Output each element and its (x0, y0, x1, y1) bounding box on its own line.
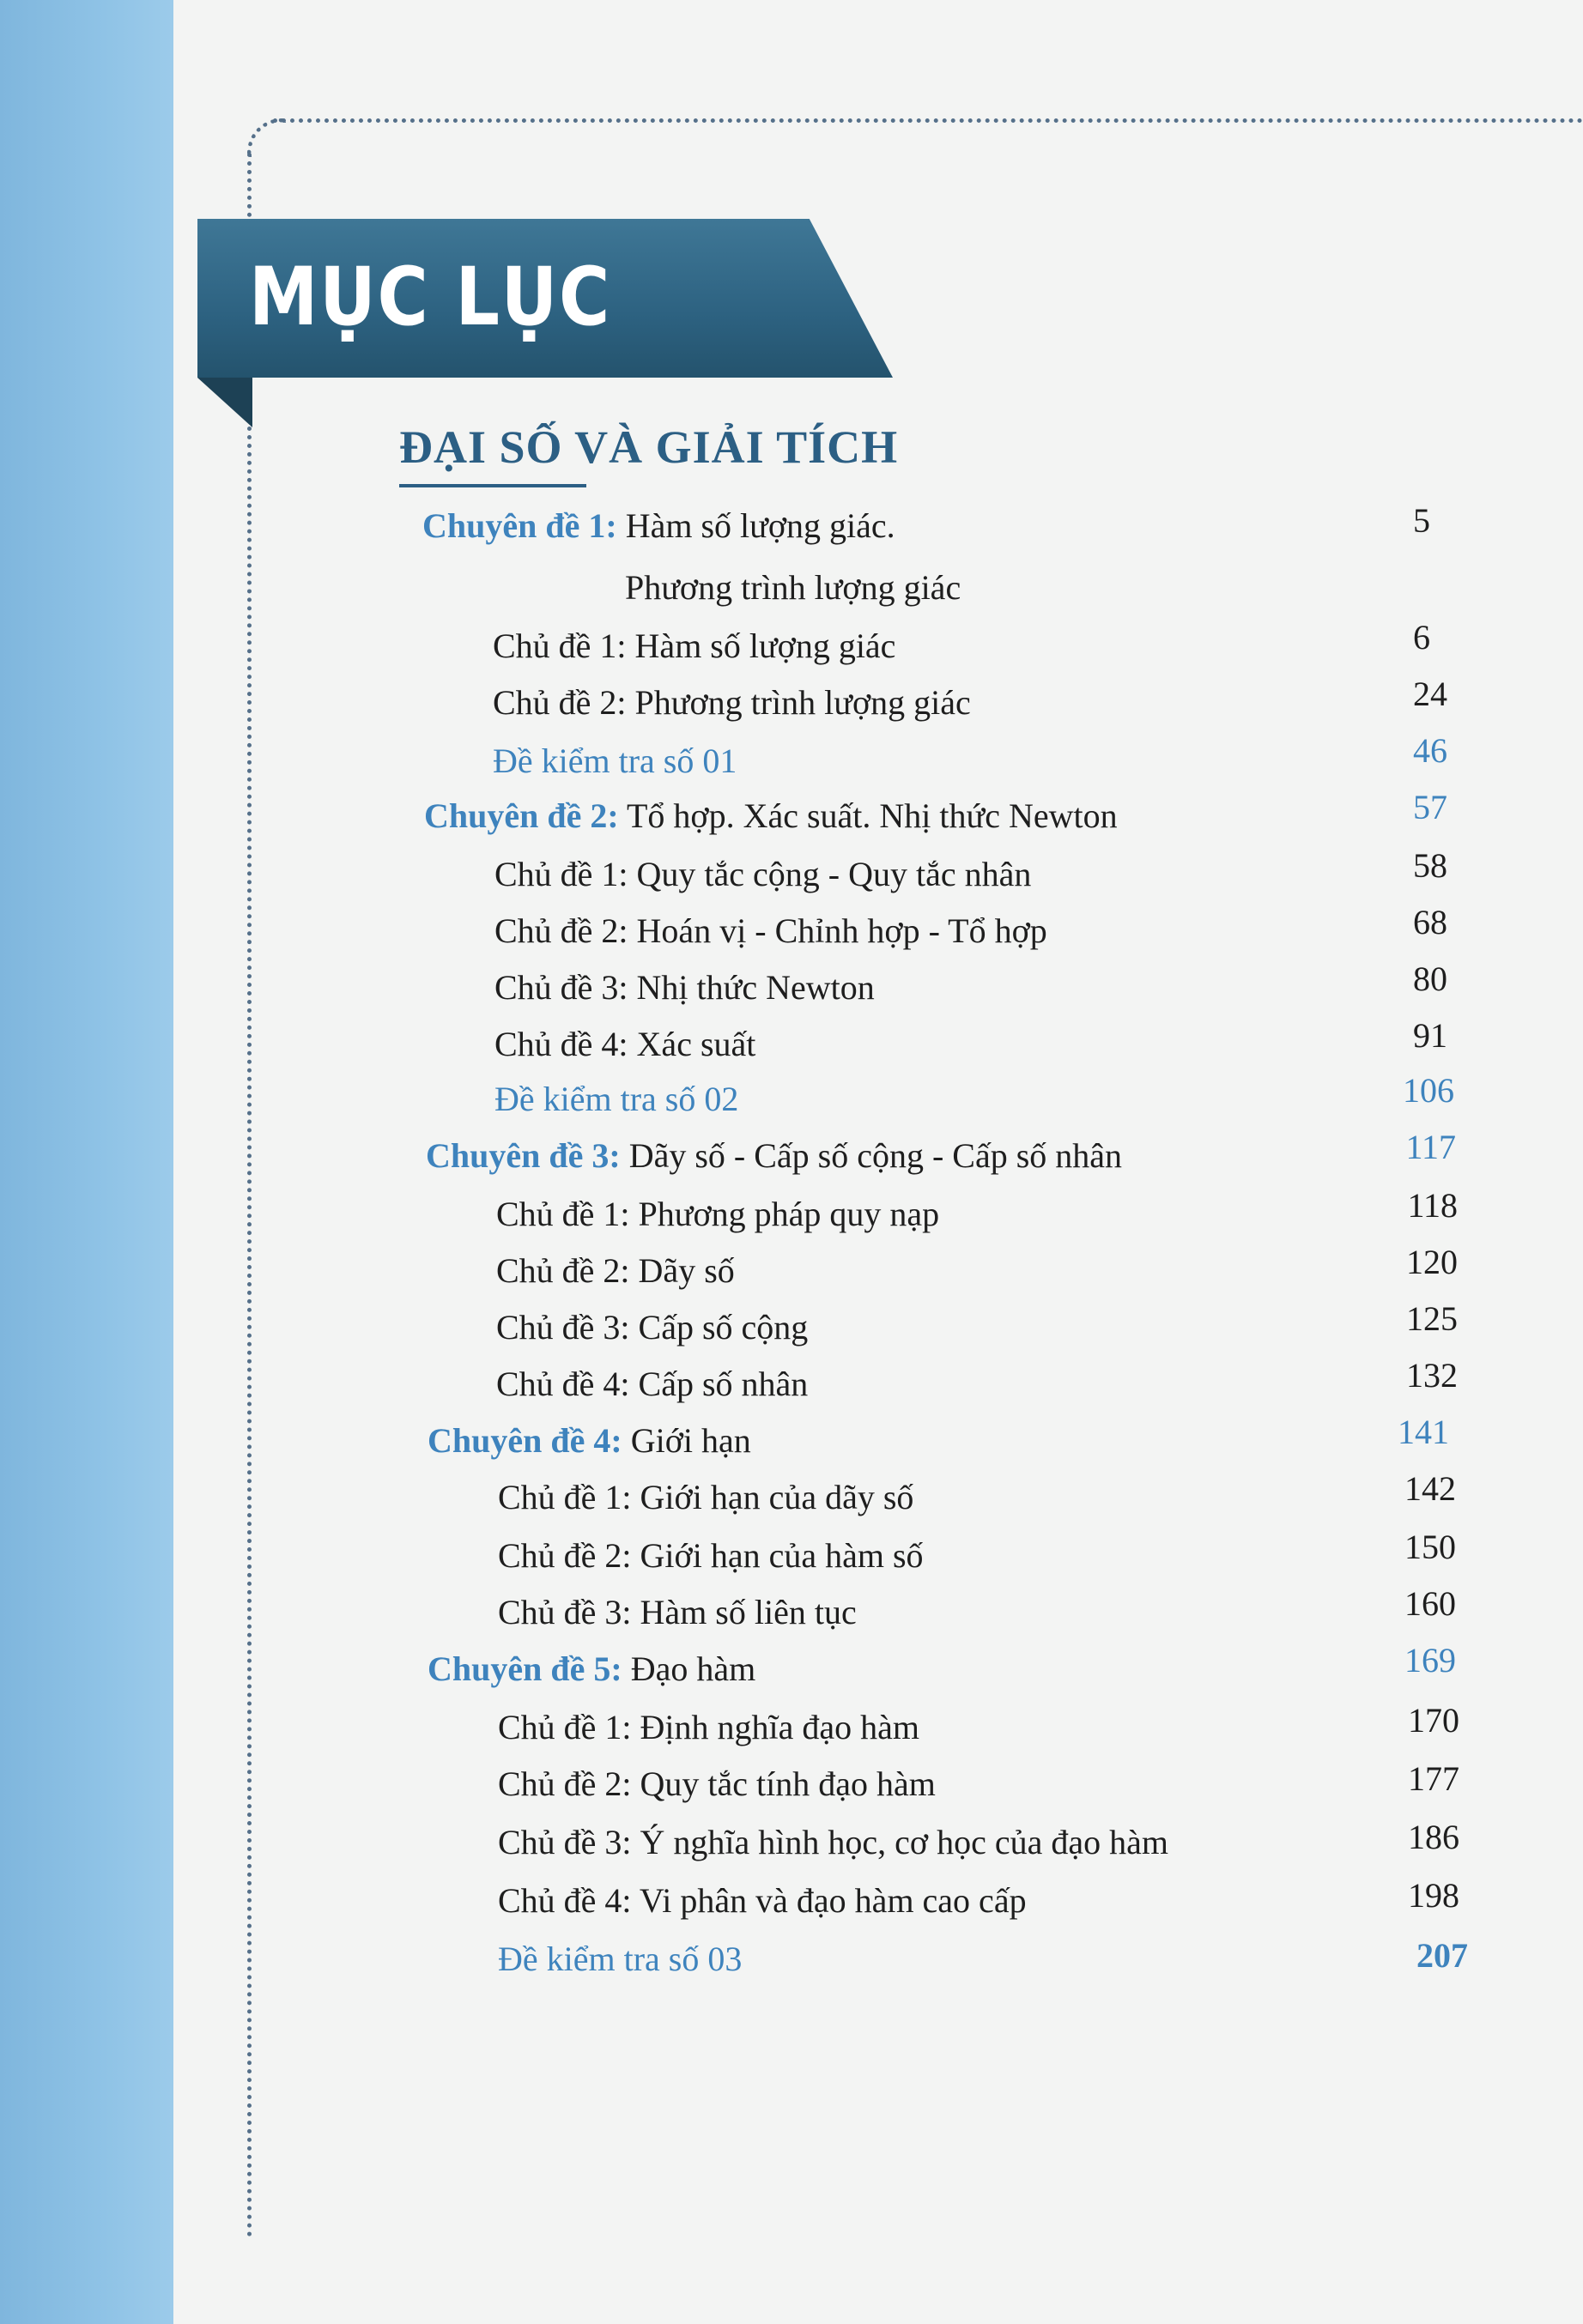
toc-page-number: 120 (1406, 1243, 1458, 1281)
toc-page-number: 177 (1408, 1759, 1459, 1798)
toc-chu-de[interactable]: Chủ đề 4: Xác suất (494, 1025, 756, 1063)
section-underline (399, 484, 586, 487)
chuyen-de-title: Đạo hàm (630, 1649, 756, 1688)
toc-page-number: 169 (1404, 1641, 1456, 1679)
chuyen-de-title: Hàm số lượng giác. (625, 506, 895, 545)
toc-page-number: 160 (1404, 1584, 1456, 1623)
toc-page-number: 186 (1408, 1818, 1459, 1856)
chuyen-de-title-line2: Phương trình lượng giác (625, 568, 961, 607)
toc-page-number: 58 (1413, 846, 1447, 885)
toc-page-number: 91 (1413, 1016, 1447, 1055)
toc-chu-de[interactable]: Chủ đề 2: Dãy số (496, 1251, 735, 1290)
chuyen-de-label: Chuyên đề 2: (424, 796, 619, 835)
dotted-border-left (247, 153, 252, 2238)
toc-chuyen-de-1[interactable] (422, 505, 895, 548)
toc-page-number: 5 (1413, 501, 1430, 540)
toc-chu-de[interactable]: Chủ đề 1: Định nghĩa đạo hàm (498, 1708, 920, 1746)
toc-page-number: 132 (1406, 1356, 1458, 1395)
toc-de-kiem-tra-02[interactable]: Đề kiểm tra số 02 (494, 1080, 739, 1118)
toc-chuyen-de-2[interactable] (424, 795, 1118, 838)
toc-chu-de[interactable]: Chủ đề 3: Hàm số liên tục (498, 1593, 857, 1631)
chuyen-de-label: Chuyên đề 4: (428, 1421, 622, 1460)
toc-page-number: 117 (1405, 1128, 1456, 1166)
toc-chuyen-de-1-continuation (625, 566, 961, 609)
toc-chu-de[interactable]: Chủ đề 2: Hoán vị - Chỉnh hợp - Tổ hợp (494, 911, 1047, 950)
toc-chu-de[interactable]: Chủ đề 2: Phương trình lượng giác (493, 683, 971, 722)
toc-page-number: 142 (1404, 1469, 1456, 1508)
side-color-band (0, 0, 173, 2324)
toc-chu-de[interactable]: Chủ đề 2: Quy tắc tính đạo hàm (498, 1764, 936, 1803)
toc-chu-de[interactable]: Chủ đề 1: Hàm số lượng giác (493, 626, 896, 665)
toc-page-number: 106 (1403, 1071, 1454, 1110)
toc-chu-de[interactable]: Chủ đề 1: Quy tắc cộng - Quy tắc nhân (494, 855, 1032, 893)
toc-page-number: 207 (1416, 1936, 1468, 1975)
toc-page-number: 24 (1413, 675, 1447, 713)
toc-chu-de[interactable]: Chủ đề 3: Cấp số cộng (496, 1308, 809, 1347)
chuyen-de-label: Chuyên đề 3: (426, 1136, 621, 1175)
chuyen-de-label: Chuyên đề 5: (428, 1649, 622, 1688)
toc-page-number: 125 (1406, 1299, 1458, 1338)
toc-page-number: 6 (1413, 618, 1430, 657)
ribbon-fold (197, 378, 252, 427)
dotted-border-corner (247, 118, 286, 157)
section-title: ĐẠI SỐ VÀ GIẢI TÍCH (399, 421, 899, 473)
toc-page-number: 141 (1398, 1413, 1449, 1451)
toc-chu-de[interactable]: Chủ đề 4: Cấp số nhân (496, 1365, 809, 1403)
toc-chu-de[interactable]: Chủ đề 1: Phương pháp quy nạp (496, 1195, 940, 1233)
chuyen-de-label: Chuyên đề 1: (422, 506, 617, 545)
toc-chuyen-de-3[interactable] (426, 1135, 1122, 1177)
toc-chu-de[interactable]: Chủ đề 4: Vi phân và đạo hàm cao cấp (498, 1881, 1027, 1920)
toc-page-number: 68 (1413, 903, 1447, 941)
toc-chuyen-de-4[interactable] (428, 1419, 751, 1462)
toc-page-number: 46 (1413, 731, 1447, 770)
page-title: MỤC LỤC (249, 251, 612, 344)
toc-chu-de[interactable]: Chủ đề 3: Nhị thức Newton (494, 968, 875, 1007)
toc-chu-de[interactable]: Chủ đề 1: Giới hạn của dãy số (498, 1478, 914, 1516)
toc-chu-de[interactable]: Chủ đề 2: Giới hạn của hàm số (498, 1536, 924, 1575)
toc-chu-de[interactable]: Chủ đề 3: Ý nghĩa hình học, cơ học của đạo hàm (498, 1823, 1168, 1861)
toc-page-number: 150 (1404, 1528, 1456, 1566)
chuyen-de-title: Dãy số - Cấp số cộng - Cấp số nhân (628, 1136, 1123, 1175)
toc-page-number: 80 (1413, 959, 1447, 998)
toc-de-kiem-tra-03[interactable]: Đề kiểm tra số 03 (498, 1940, 743, 1978)
chuyen-de-title: Tổ hợp. Xác suất. Nhị thức Newton (626, 796, 1118, 835)
toc-de-kiem-tra-01[interactable]: Đề kiểm tra số 01 (493, 741, 737, 780)
toc-page-number: 118 (1407, 1186, 1458, 1225)
toc-chuyen-de-5[interactable] (428, 1648, 755, 1691)
chuyen-de-title: Giới hạn (630, 1421, 751, 1460)
dotted-border-top (273, 118, 1583, 123)
toc-page-number: 198 (1408, 1876, 1459, 1915)
toc-page-number: 170 (1408, 1701, 1459, 1740)
toc-page-number: 57 (1413, 788, 1447, 826)
